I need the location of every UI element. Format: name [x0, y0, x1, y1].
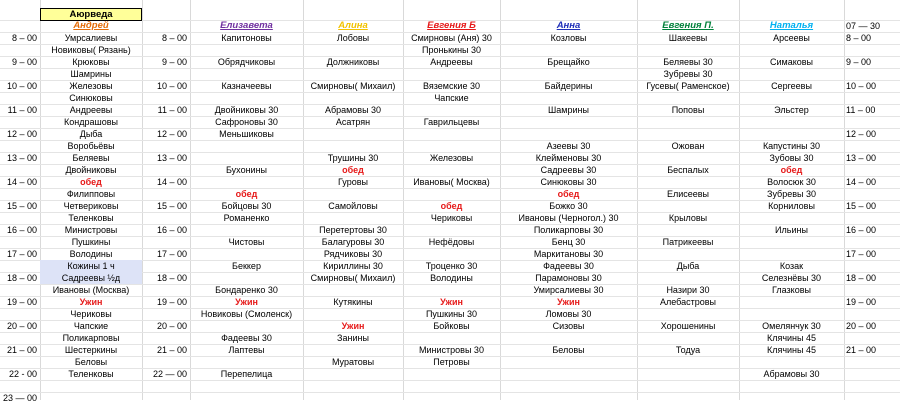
- schedule-cell-natalya[interactable]: Капустины 30: [762, 141, 821, 151]
- schedule-cell-andrey[interactable]: Дыба: [79, 129, 103, 139]
- schedule-cell-alina[interactable]: Самойловы: [328, 201, 378, 211]
- schedule-cell-alina[interactable]: обед: [342, 165, 364, 175]
- time-cell-time_mid[interactable]: 11 – 00: [157, 105, 187, 115]
- schedule-cell-evgeniya_b[interactable]: Вяземские 30: [423, 81, 480, 91]
- schedule-cell-andrey[interactable]: Новиковы( Рязань): [51, 45, 131, 55]
- schedule-cell-andrey[interactable]: Андреевы: [69, 105, 113, 115]
- schedule-cell-evgeniya_b[interactable]: Смирновы (Аня) 30: [411, 33, 492, 43]
- schedule-cell-evgeniya_b[interactable]: Петровы: [433, 357, 470, 367]
- schedule-cell-andrey[interactable]: Кожины 1 ч: [40, 260, 142, 272]
- schedule-cell-elizaveta[interactable]: Казначеевы: [221, 81, 272, 91]
- schedule-cell-alina[interactable]: Должниковы: [326, 57, 380, 67]
- time-header-right[interactable]: 07 — 30: [846, 21, 881, 31]
- schedule-cell-evgeniya_p[interactable]: Зубревы 30: [663, 69, 713, 79]
- schedule-cell-evgeniya_b[interactable]: Чапские: [434, 93, 469, 103]
- schedule-cell-anna[interactable]: Умирсалиевы 30: [533, 285, 604, 295]
- schedule-cell-andrey[interactable]: Чапские: [73, 321, 109, 331]
- schedule-cell-anna[interactable]: Маркитановы 30: [533, 249, 604, 259]
- schedule-cell-andrey[interactable]: Теленковы: [68, 213, 114, 223]
- time-cell-time_mid[interactable]: 20 – 00: [156, 321, 187, 331]
- schedule-cell-evgeniya_p[interactable]: Хорошенины: [660, 321, 716, 331]
- schedule-cell-elizaveta[interactable]: Чистовы: [228, 237, 265, 247]
- header-natalya[interactable]: Наталья: [769, 20, 814, 31]
- schedule-cell-natalya[interactable]: Абрамовы 30: [763, 369, 820, 379]
- time-cell-time_right[interactable]: 21 – 00: [846, 345, 877, 355]
- schedule-cell-elizaveta[interactable]: Бухонины: [225, 165, 268, 175]
- time-cell-time_right[interactable]: 8 – 00: [846, 33, 872, 43]
- schedule-cell-evgeniya_b[interactable]: Пушкины 30: [425, 309, 478, 319]
- schedule-cell-alina[interactable]: Лобовы: [336, 33, 370, 43]
- time-cell-time_left[interactable]: 11 – 00: [7, 105, 37, 115]
- time-cell-time_right[interactable]: 11 – 00: [846, 105, 876, 115]
- time-cell-time_right[interactable]: 20 – 00: [846, 321, 877, 331]
- schedule-cell-natalya[interactable]: Корниловы: [768, 201, 815, 211]
- time-cell-time_mid[interactable]: 8 – 00: [161, 33, 187, 43]
- schedule-cell-elizaveta[interactable]: Лаптевы: [228, 345, 265, 355]
- time-cell-time_left[interactable]: 20 – 00: [6, 321, 37, 331]
- schedule-cell-evgeniya_p[interactable]: Ожован: [671, 141, 705, 151]
- schedule-cell-alina[interactable]: Кутякины: [333, 297, 373, 307]
- schedule-cell-evgeniya_b[interactable]: Пронькины 30: [421, 45, 482, 55]
- schedule-cell-evgeniya_p[interactable]: Елисеевы: [666, 189, 710, 199]
- schedule-cell-natalya[interactable]: Ильины: [775, 225, 808, 235]
- schedule-cell-natalya[interactable]: Селезнёвы 30: [761, 273, 822, 283]
- time-cell-time_right[interactable]: 10 – 00: [846, 81, 877, 91]
- schedule-cell-evgeniya_p[interactable]: Тодуа: [675, 345, 701, 355]
- schedule-cell-anna[interactable]: Парамоновы 30: [535, 273, 602, 283]
- schedule-cell-evgeniya_p[interactable]: Гусевы( Раменское): [646, 81, 730, 91]
- schedule-cell-elizaveta[interactable]: Перепелица: [220, 369, 273, 379]
- schedule-cell-evgeniya_p[interactable]: Крыловы: [668, 213, 708, 223]
- schedule-cell-andrey[interactable]: Садреевы ½д: [40, 272, 142, 284]
- time-cell-time_right[interactable]: 16 – 00: [846, 225, 877, 235]
- time-cell-time_left[interactable]: 19 – 00: [6, 297, 37, 307]
- schedule-cell-evgeniya_b[interactable]: Нефёдовы: [428, 237, 475, 247]
- schedule-cell-natalya[interactable]: Козак: [779, 261, 804, 271]
- schedule-cell-andrey[interactable]: Воробьёвы: [67, 141, 115, 151]
- schedule-cell-anna[interactable]: Фадеевы 30: [543, 261, 594, 271]
- grid-row-line: [0, 392, 900, 393]
- schedule-cell-anna[interactable]: Клейменовы 30: [535, 153, 602, 163]
- schedule-cell-natalya[interactable]: Клячины 45: [766, 345, 817, 355]
- schedule-cell-evgeniya_b[interactable]: Троценко 30: [425, 261, 478, 271]
- schedule-cell-alina[interactable]: Ужин: [341, 321, 365, 331]
- time-cell-time_left[interactable]: 16 – 00: [6, 225, 37, 235]
- schedule-cell-anna[interactable]: Беловы: [552, 345, 585, 355]
- schedule-cell-evgeniya_b[interactable]: Гаврильцевы: [423, 117, 480, 127]
- schedule-cell-anna[interactable]: Божко 30: [549, 201, 588, 211]
- schedule-cell-alina[interactable]: Асатрян: [335, 117, 371, 127]
- schedule-cell-evgeniya_p[interactable]: Патрикеевы: [662, 237, 714, 247]
- schedule-cell-evgeniya_p[interactable]: Дыба: [676, 261, 700, 271]
- schedule-cell-andrey[interactable]: Кондрашовы: [64, 117, 118, 127]
- schedule-cell-natalya[interactable]: обед: [780, 165, 803, 175]
- schedule-cell-elizaveta[interactable]: Романенко: [223, 213, 270, 223]
- schedule-cell-anna[interactable]: Шамрины: [548, 105, 589, 115]
- schedule-cell-alina[interactable]: Перетертовы 30: [319, 225, 387, 235]
- schedule-cell-elizaveta[interactable]: обед: [235, 189, 258, 199]
- schedule-cell-evgeniya_b[interactable]: Министровы 30: [419, 345, 484, 355]
- schedule-cell-anna[interactable]: Синюковы 30: [540, 177, 597, 187]
- time-cell-time_mid[interactable]: 15 – 00: [156, 201, 187, 211]
- schedule-cell-andrey[interactable]: Беловы: [74, 357, 108, 367]
- schedule-cell-andrey[interactable]: Филипповы: [66, 189, 116, 199]
- schedule-cell-andrey[interactable]: Ивановы (Москва): [52, 285, 130, 295]
- schedule-cell-evgeniya_p[interactable]: Алебастровы: [660, 297, 716, 307]
- schedule-cell-natalya[interactable]: Омелянчук 30: [762, 321, 821, 331]
- time-cell-time_right[interactable]: 12 – 00: [846, 129, 877, 139]
- schedule-cell-anna[interactable]: обед: [557, 189, 580, 199]
- schedule-cell-natalya[interactable]: Волосюк 30: [767, 177, 816, 187]
- time-cell-time_left[interactable]: 9 – 00: [11, 57, 37, 67]
- header-andrey[interactable]: Андрей: [73, 20, 109, 31]
- schedule-cell-andrey[interactable]: Ужин: [79, 297, 103, 307]
- header-evgeniya_b[interactable]: Евгения Б: [427, 20, 476, 31]
- grid-row-line: [0, 380, 900, 381]
- time-cell-time_left[interactable]: 15 – 00: [6, 201, 37, 211]
- schedule-cell-alina[interactable]: Рядчиковы 30: [323, 249, 383, 259]
- schedule-cell-evgeniya_b[interactable]: Ивановы( Москва): [413, 177, 490, 187]
- schedule-cell-anna[interactable]: Поликарповы 30: [533, 225, 604, 235]
- time-cell-time_left[interactable]: 22 - 00: [8, 369, 37, 379]
- schedule-cell-alina[interactable]: Абрамовы 30: [324, 105, 382, 115]
- schedule-cell-alina[interactable]: Трушины 30: [327, 153, 379, 163]
- time-cell-time_left[interactable]: 18 – 00: [6, 273, 37, 283]
- schedule-cell-anna[interactable]: Сизовы: [552, 321, 585, 331]
- schedule-cell-elizaveta[interactable]: Беккер: [232, 261, 261, 271]
- time-cell-time_right[interactable]: 14 – 00: [846, 177, 877, 187]
- time-cell-time_left[interactable]: 23 — 00: [2, 393, 37, 403]
- time-cell-time_left[interactable]: 12 – 00: [6, 129, 37, 139]
- schedule-cell-elizaveta[interactable]: Капитоновы: [221, 33, 272, 43]
- schedule-cell-elizaveta[interactable]: Ужин: [235, 297, 258, 307]
- schedule-cell-alina[interactable]: Смирновы( Михаил): [310, 81, 396, 91]
- schedule-cell-andrey[interactable]: Железовы: [69, 81, 113, 91]
- time-cell-time_right[interactable]: 13 – 00: [846, 153, 877, 163]
- schedule-cell-andrey[interactable]: Володины: [69, 249, 113, 259]
- schedule-cell-evgeniya_b[interactable]: Ужин: [440, 297, 463, 307]
- time-cell-time_mid[interactable]: 19 – 00: [156, 297, 187, 307]
- schedule-cell-elizaveta[interactable]: Меньшиковы: [219, 129, 274, 139]
- schedule-cell-andrey[interactable]: Министровы: [64, 225, 118, 235]
- schedule-cell-andrey[interactable]: Двойниковы: [65, 165, 117, 175]
- schedule-cell-evgeniya_b[interactable]: Железовы: [429, 153, 474, 163]
- schedule-cell-elizaveta[interactable]: Фадеевы 30: [221, 333, 272, 343]
- schedule-cell-anna[interactable]: Ужин: [557, 297, 580, 307]
- time-cell-time_mid[interactable]: 10 – 00: [156, 81, 187, 91]
- schedule-cell-evgeniya_p[interactable]: Шакеевы: [668, 33, 708, 43]
- schedule-cell-natalya[interactable]: Арсеевы: [773, 33, 810, 43]
- time-cell-time_mid[interactable]: 22 — 00: [152, 369, 187, 379]
- schedule-cell-andrey[interactable]: Пушкины: [71, 237, 111, 247]
- schedule-cell-andrey[interactable]: Чериковы: [70, 309, 112, 319]
- time-cell-time_mid[interactable]: 21 – 00: [156, 345, 187, 355]
- header-alina[interactable]: Алина: [338, 20, 368, 31]
- schedule-cell-alina[interactable]: Гуровы: [338, 177, 368, 187]
- time-cell-time_left[interactable]: 13 – 00: [6, 153, 37, 163]
- schedule-cell-natalya[interactable]: Сергеевы: [771, 81, 812, 91]
- schedule-cell-andrey[interactable]: Беляевы: [72, 153, 110, 163]
- schedule-cell-alina[interactable]: Смирновы( Михаил): [310, 273, 396, 283]
- schedule-cell-natalya[interactable]: Симаковы: [769, 57, 813, 67]
- time-cell-time_mid[interactable]: 16 – 00: [156, 225, 187, 235]
- schedule-cell-anna[interactable]: Бенц 30: [551, 237, 586, 247]
- schedule-cell-elizaveta[interactable]: Новиковы (Смоленск): [200, 309, 293, 319]
- schedule-cell-natalya[interactable]: Зубревы 30: [767, 189, 816, 199]
- schedule-cell-andrey[interactable]: Поликарповы: [62, 333, 120, 343]
- schedule-cell-elizaveta[interactable]: Сафроновы 30: [215, 117, 278, 127]
- time-cell-time_right[interactable]: 9 – 00: [846, 57, 872, 67]
- time-cell-time_mid[interactable]: 14 – 00: [156, 177, 187, 187]
- schedule-cell-andrey[interactable]: обед: [80, 177, 102, 187]
- schedule-cell-evgeniya_p[interactable]: Беспалых: [667, 165, 709, 175]
- time-cell-time_right[interactable]: 15 – 00: [846, 201, 877, 211]
- schedule-cell-alina[interactable]: Муратовы: [331, 357, 375, 367]
- schedule-cell-anna[interactable]: Азеевы 30: [546, 141, 591, 151]
- schedule-cell-andrey[interactable]: Теленковы: [68, 369, 114, 379]
- time-cell-time_left[interactable]: 8 – 00: [11, 33, 37, 43]
- schedule-cell-anna[interactable]: Козловы: [550, 33, 587, 43]
- time-cell-time_mid[interactable]: 17 – 00: [156, 249, 187, 259]
- time-cell-time_mid[interactable]: 13 – 00: [156, 153, 187, 163]
- schedule-cell-evgeniya_b[interactable]: Бойковы: [433, 321, 470, 331]
- schedule-cell-evgeniya_p[interactable]: Поповы: [671, 105, 705, 115]
- time-cell-time_mid[interactable]: 12 – 00: [156, 129, 187, 139]
- schedule-cell-andrey[interactable]: Шестеркины: [64, 345, 118, 355]
- schedule-cell-evgeniya_b[interactable]: Володины: [430, 273, 473, 283]
- schedule-cell-elizaveta[interactable]: Бондаренко 30: [215, 285, 278, 295]
- schedule-cell-anna[interactable]: Брещайко: [547, 57, 590, 67]
- schedule-cell-evgeniya_p[interactable]: Беляевы 30: [663, 57, 713, 67]
- schedule-cell-alina[interactable]: Кириллины 30: [323, 261, 383, 271]
- title-cell[interactable]: Аюрведа: [40, 8, 142, 21]
- time-cell-time_right[interactable]: 18 – 00: [846, 273, 877, 283]
- schedule-cell-alina[interactable]: Балагуровы 30: [321, 237, 385, 247]
- schedule-cell-anna[interactable]: Ломовы 30: [545, 309, 592, 319]
- header-elizaveta[interactable]: Елизавета: [220, 20, 273, 31]
- time-cell-time_left[interactable]: 14 – 00: [6, 177, 37, 187]
- schedule-cell-andrey[interactable]: Крюковы: [72, 57, 110, 67]
- time-cell-time_left[interactable]: 17 – 00: [6, 249, 37, 259]
- schedule-cell-anna[interactable]: Ивановы (Черногол.) 30: [518, 213, 619, 223]
- schedule-cell-andrey[interactable]: Синюковы: [69, 93, 113, 103]
- schedule-cell-natalya[interactable]: Клячины 45: [766, 333, 817, 343]
- schedule-cell-natalya[interactable]: Глазковы: [772, 285, 811, 295]
- time-cell-time_right[interactable]: 19 – 00: [846, 297, 877, 307]
- schedule-cell-natalya[interactable]: Эльстер: [774, 105, 809, 115]
- time-cell-time_mid[interactable]: 18 – 00: [156, 273, 187, 283]
- schedule-cell-evgeniya_b[interactable]: обед: [440, 201, 463, 211]
- time-cell-time_left[interactable]: 21 – 00: [6, 345, 37, 355]
- time-cell-time_left[interactable]: 10 – 00: [6, 81, 37, 91]
- schedule-cell-andrey[interactable]: Четвериковы: [63, 201, 119, 211]
- schedule-cell-alina[interactable]: Занины: [337, 333, 369, 343]
- time-cell-time_mid[interactable]: 9 – 00: [161, 57, 187, 67]
- schedule-cell-evgeniya_p[interactable]: Назири 30: [666, 285, 710, 295]
- header-evgeniya_p[interactable]: Евгения П.: [662, 20, 714, 31]
- schedule-cell-anna[interactable]: Садреевы 30: [540, 165, 597, 175]
- schedule-cell-evgeniya_b[interactable]: Чериковы: [430, 213, 473, 223]
- schedule-cell-natalya[interactable]: Зубовы 30: [769, 153, 814, 163]
- schedule-cell-andrey[interactable]: Шамрины: [70, 69, 112, 79]
- header-anna[interactable]: Анна: [556, 20, 581, 31]
- schedule-cell-elizaveta[interactable]: Бойцовы 30: [221, 201, 272, 211]
- schedule-cell-evgeniya_b[interactable]: Андреевы: [430, 57, 473, 67]
- schedule-cell-andrey[interactable]: Умрсалиевы: [64, 33, 118, 43]
- time-cell-time_right[interactable]: 17 – 00: [846, 249, 877, 259]
- schedule-cell-elizaveta[interactable]: Обрядчиковы: [217, 57, 276, 67]
- schedule-cell-elizaveta[interactable]: Двойниковы 30: [214, 105, 279, 115]
- schedule-cell-anna[interactable]: Байдерины: [544, 81, 593, 91]
